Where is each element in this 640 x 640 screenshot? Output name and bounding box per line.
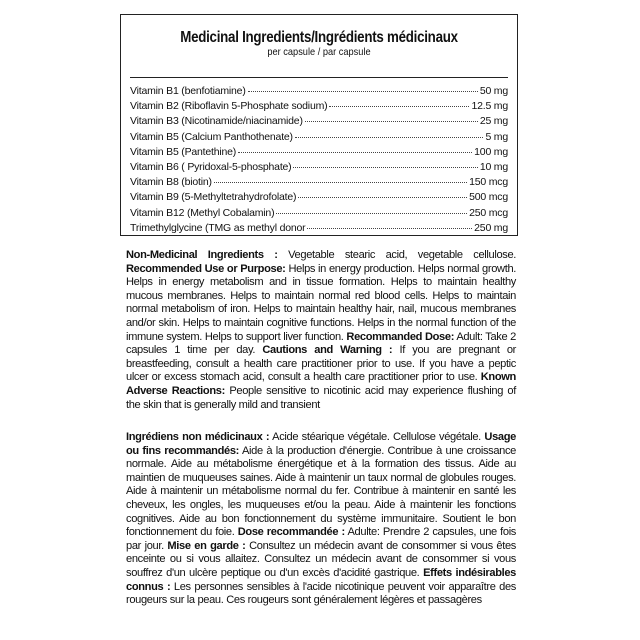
ingredient-amount: 25 mg: [479, 115, 508, 128]
ingredient-row: [130, 207, 508, 222]
dose-text: Adult: Take 2 capsules 1 time per day.: [126, 330, 517, 357]
ingredient-row: [130, 191, 508, 206]
non-medicinal-text: Vegetable stearic acid, vegetable cellulose.: [277, 249, 517, 261]
adverse-reactions-text: People sensitive to nicotinic acid may experience flushing of the skin that is generally mild and transient: [126, 384, 516, 411]
dot-leader: [238, 152, 472, 153]
ingredient-name: Vitamin B2 (Riboflavin 5-Phosphate sodium): [130, 100, 328, 113]
dot-leader: [329, 106, 469, 107]
cautions-label: Cautions and Warning :: [262, 344, 393, 357]
medicinal-ingredients-panel: [120, 14, 518, 236]
recommended-use-text-fr: Aide à la production d'énergie. Contribue à une croissance normale. Aide au métabolisme énergétique et à la formation des tissus. Aide au maintien de muqueuses saines. Aide à maintenir un taux normal de globules rouges. Aide à maintenir un métabolisme normal du fer. Contribue à maintenir en santé les cheveux, les ongles, les muqueuses et/ou la peau. Aide à maintenir les fonctions cognitives. Aide au bon fonctionnement du système immunitaire. Soutient le bon fonctionnement du foie.: [126, 444, 517, 539]
cautions-text-fr: Consultez un médecin avant de consommer si vous êtes enceinte ou si vous allaitez. Consultez un médecin avant de consommer si vous souffrez d'un ulcère peptique ou d'un excès d'acidité gastrique.: [126, 539, 516, 579]
dose-label-fr: Dose recommandée :: [237, 526, 345, 539]
ingredient-row: [130, 131, 508, 146]
cautions-label-fr: Mise en garde :: [167, 539, 246, 552]
dot-leader: [305, 121, 478, 122]
dot-leader: [295, 137, 484, 138]
adverse-reactions-label: Known Adverse Reactions:: [126, 371, 516, 397]
ingredient-list: [130, 85, 508, 237]
ingredient-row: [130, 161, 508, 176]
adverse-reactions-text-fr: Les personnes sensibles à l'acide nicotinique peuvent voir apparaître des rougeurs sur la peau. Ces rougeurs sont généralement légères et passagères: [126, 580, 516, 607]
panel-divider: [130, 77, 508, 78]
panel-title: Medicinal Ingredients/Ingrédients médicinaux: [180, 29, 458, 46]
ingredient-amount: 500 mcg: [469, 191, 508, 204]
non-medicinal-label-fr: Ingrédiens non médicinaux :: [126, 431, 270, 443]
ingredient-name: Vitamin B6 ( Pyridoxal-5-phosphate): [130, 160, 292, 173]
ingredient-amount: 100 mg: [474, 145, 508, 158]
ingredient-name: Vitamin B12 (Methyl Cobalamin): [130, 206, 275, 219]
ingredient-amount: 5 mg: [485, 130, 508, 143]
dot-leader: [307, 228, 472, 229]
non-medicinal-text-fr: Acide stéarique végétale. Cellulose végétale.: [269, 431, 485, 443]
dose-label: Recommanded Dose:: [346, 330, 455, 343]
dose-text-fr: Adulte: Prendre 2 capsules, une fois par jour.: [126, 526, 517, 552]
dot-leader: [276, 213, 467, 214]
ingredient-amount: 10 mg: [479, 160, 508, 173]
panel-subtitle: per capsule / par capsule: [267, 46, 371, 58]
ingredient-name: Vitamin B5 (Calcium Panthothenate): [130, 130, 293, 143]
dot-leader: [248, 91, 478, 92]
cautions-text: If you are pregnant or breastfeeding, consult a health care practitioner prior to use. If you have a peptic ulcer or excess stomach acid, consult a health care practitioner prior to use.: [126, 344, 516, 384]
ingredient-amount: 12.5 mg: [471, 100, 508, 113]
recommended-use-label-fr: Usage ou fins recommandés:: [126, 431, 516, 457]
dot-leader: [214, 182, 467, 183]
non-medicinal-label: Non-Medicinal Ingredients :: [126, 249, 278, 261]
ingredient-row: [130, 176, 508, 191]
ingredient-row: [130, 85, 508, 100]
ingredient-row: [130, 222, 508, 237]
ingredient-name: Vitamin B1 (benfotiamine): [130, 85, 246, 97]
dot-leader: [298, 197, 467, 198]
ingredient-amount: 250 mg: [474, 221, 508, 234]
french-label-text: [126, 431, 516, 608]
ingredient-amount: 150 mcg: [469, 176, 508, 189]
ingredient-amount: 250 mcg: [469, 206, 508, 219]
dot-leader: [293, 167, 477, 168]
ingredient-name: Vitamin B8 (biotin): [130, 176, 212, 189]
ingredient-name: Vitamin B5 (Pantethine): [130, 145, 237, 158]
adverse-reactions-label-fr: Effets indésirables connus :: [126, 566, 517, 593]
recommended-use-text: Helps in energy production. Helps normal growth. Helps in energy metabolism and in tissue formation. Helps to maintain healthy mucous membranes. Helps to maintain normal red blood cells. Helps to maintain normal metabolism of iron. Helps to maintain healthy hair, nail, mucous membranes and/or skin. Helps to maintain cognitive functions. Helps in the normal function of the immune system. Helps to support liver function.: [126, 262, 516, 343]
ingredient-row: [130, 100, 508, 115]
ingredient-row: [130, 115, 508, 130]
ingredient-amount: 50 mg: [479, 85, 508, 97]
ingredient-name: Trimethylglycine (TMG as methyl donor: [130, 221, 306, 234]
ingredient-row: [130, 146, 508, 161]
recommended-use-label: Recommended Use or Purpose:: [126, 262, 286, 275]
ingredient-name: Vitamin B9 (5-Methyltetrahydrofolate): [130, 191, 297, 204]
english-label-text: [126, 249, 516, 412]
ingredient-name: Vitamin B3 (Nicotinamide/niacinamide): [130, 115, 303, 128]
